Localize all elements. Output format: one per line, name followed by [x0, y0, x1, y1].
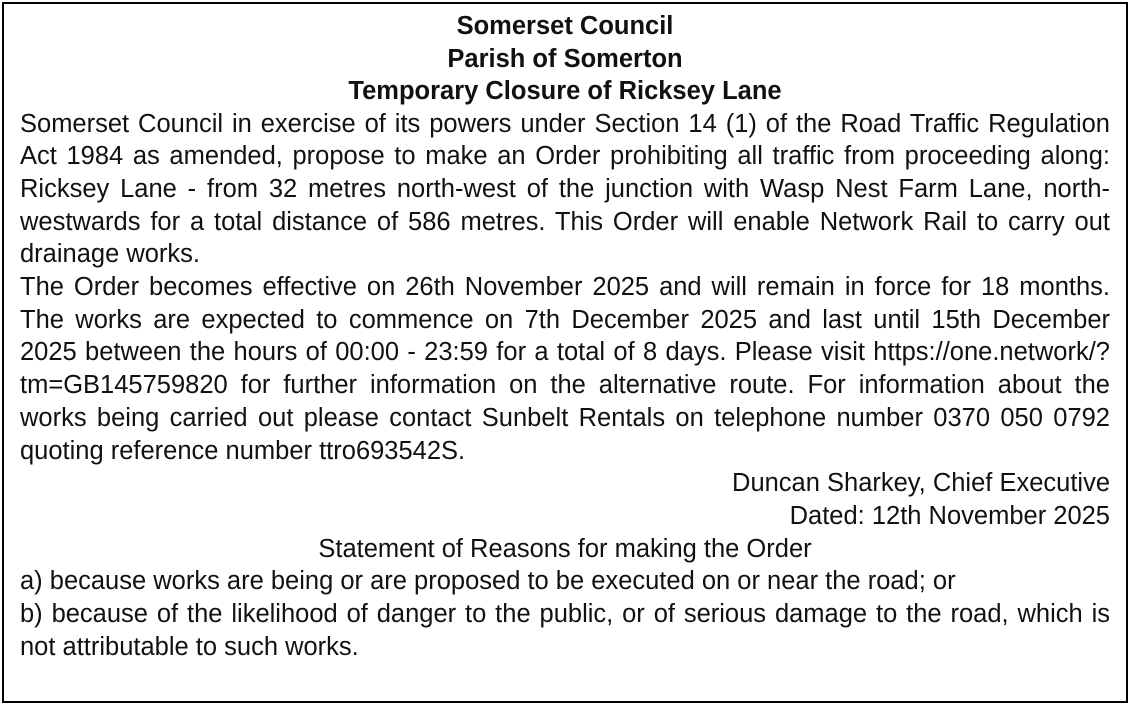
reasons-heading: Statement of Reasons for making the Order [318, 534, 812, 563]
order-paragraph: Somerset Council in exercise of its powers under Section 14 (1) of the Road Traffic Regulation Act 1984 as amended, propose to make an Order prohibiting all traffic from proceeding along: Ricksey Lane - from 32 metres north-west of the junction with Wasp Nest Farm Lane, north- westwards for a total distance of 586 metres. This Order will enable Network Rail to carry out drainage works. [20, 109, 1110, 269]
parish-name: Parish of Somerton [447, 44, 683, 73]
dated-line: Dated: 12th November 2025 [789, 501, 1110, 530]
signatory: Duncan Sharkey, Chief Executive [732, 469, 1110, 498]
details-paragraph: The Order becomes effective on 26th November 2025 and will remain in force for 18 months. The works are expected to commence on 7th December 2025 and last until 15th December 2025 between the hours of 00:00 - 23:59 for a total of 8 days. Please visit https://one.network/?tm=GB145759820 for further information on the alternative route. For information about the works being carried out please contact Sunbelt Rentals on telephone number 0370 050 0792 quoting reference number ttro693542S. [20, 273, 1110, 465]
reason-b: b) because of the likelihood of danger to the public, or of serious damage to the road, which is not attributable to such works. [20, 600, 1110, 661]
reason-a: a) because works are being or are proposed to be executed on or near the road; or [20, 567, 956, 596]
council-name: Somerset Council [456, 12, 674, 40]
notice-title: Temporary Closure of Ricksey Lane [348, 77, 782, 105]
public-notice [2, 2, 1128, 703]
